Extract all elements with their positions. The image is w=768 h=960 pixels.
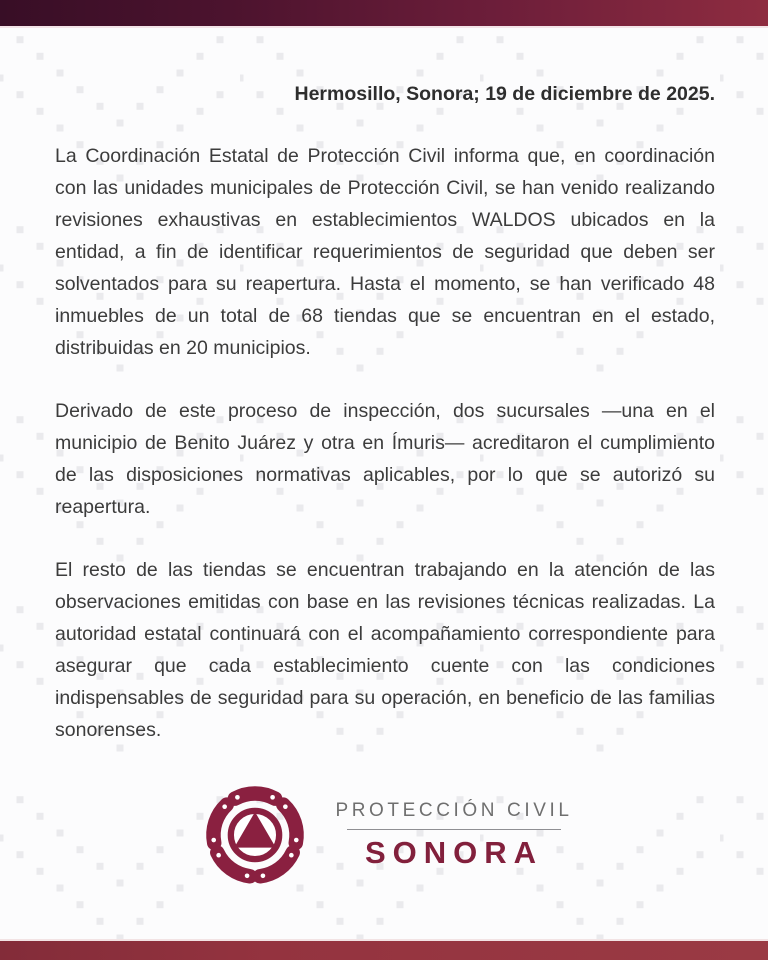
paragraph-reopenings: Derivado de este proceso de inspección, dos sucursales —una en el municipio de Benito Juárez y otra en Ímuris— acreditaron el cumplimiento de las disposiciones normativas aplicables, por lo que se autorizó su reapertura. [55, 400, 715, 518]
dateline: Hermosillo, Sonora; 19 de diciembre de 2025. [294, 83, 715, 105]
agency-wordmark [335, 800, 572, 871]
agency-logo [55, 777, 715, 893]
wordmark-divider [347, 829, 561, 830]
agency-name-label: PROTECCIÓN CIVIL [335, 799, 573, 821]
top-accent-bar [0, 0, 768, 28]
bottom-accent-bar [0, 939, 768, 960]
state-name-label: SONORA [364, 834, 544, 870]
paragraph-followup: El resto de las tiendas se encuentran trabajando en la atención de las observaciones emitidas con base en las revisiones técnicas realizadas. La autoridad estatal continuará con el acompañamiento correspondiente para asegurar que cada establecimiento cuente con las condiciones indispensables de seguridad para su operación, en beneficio de las familias sonorenses. [55, 559, 715, 741]
paragraph-inspections: La Coordinación Estatal de Protección Civil informa que, en coordinación con las unidades municipales de Protección Civil, se han venido realizando revisiones exhaustivas en establecimientos WALDOS ubicados en la entidad, a fin de identificar requerimientos de seguridad que deben ser solventados para su reapertura. Hasta el momento, se han verificado 48 inmuebles de un total de 68 tiendas que se encuentran en el estado, distribuidas en 20 municipios. [55, 145, 715, 359]
proteccion-civil-emblem-icon [197, 777, 313, 893]
